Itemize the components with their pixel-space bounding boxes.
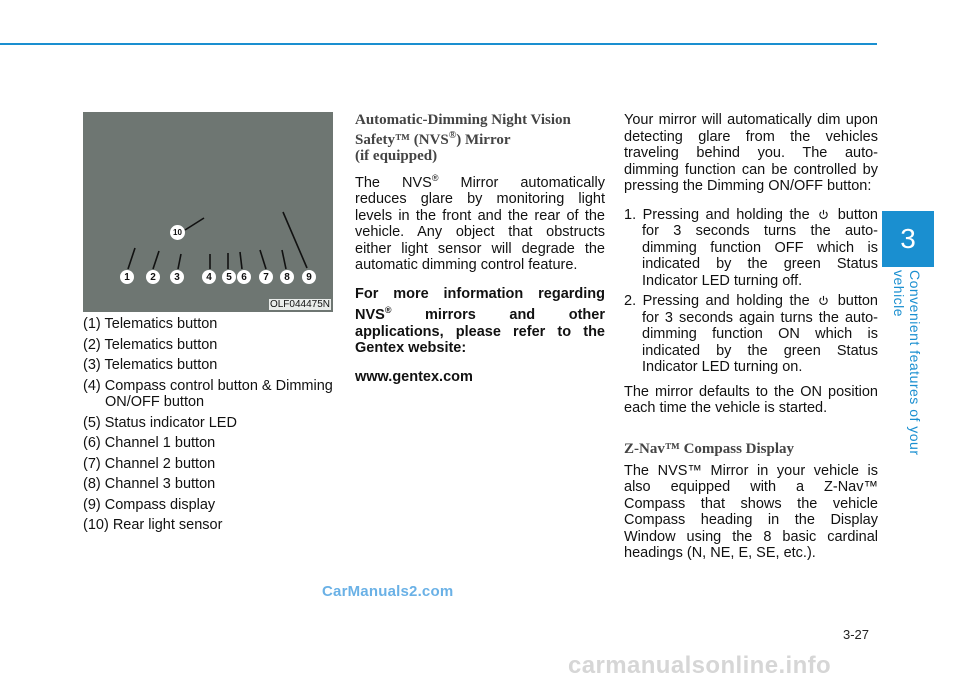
chapter-title-text: Convenient features of your vehicle (891, 270, 923, 456)
power-icon (818, 295, 829, 306)
step-1: 1. Pressing and holding the button for 3 seconds turns the auto-dimming function OFF which is indicated by the green Status Indicator LED turning off. (624, 206, 879, 289)
callout-5: 5 (222, 270, 236, 284)
gentex-url[interactable]: www.gentex.com (355, 368, 473, 385)
watermark-carmanualsonline[interactable]: carmanualsonline.info (568, 652, 832, 679)
callout-6: 6 (237, 270, 251, 284)
callout-10: 10 (170, 225, 185, 240)
figure-code: OLF044475N (269, 299, 330, 310)
legend-item: (8) Channel 3 button (83, 476, 216, 492)
legend-item: (1) Telematics button (83, 316, 218, 332)
info-paragraph: For more information regarding NVS® mirrors and other applications, please refer to the Gentex website: (355, 285, 605, 357)
page-number: 3-27 (843, 627, 870, 642)
legend-item: (5) Status indicator LED (83, 414, 237, 431)
intro-paragraph: Your mirror will automatically dim upon detecting glare from the vehicles traveling behind you. The auto-dimming function can be controlled by pressing the Dimming ON/OFF button: (624, 112, 878, 194)
legend-item: (4) Compass control button & Dimming ON/OFF button (83, 377, 333, 410)
power-icon (818, 209, 829, 220)
callout-7: 7 (259, 270, 273, 284)
callout-8: 8 (280, 270, 294, 284)
callout-3: 3 (170, 270, 184, 284)
legend-item: (3) Telematics button (83, 357, 218, 373)
legend-item: (9) Compass display (83, 496, 216, 513)
auto-dim-section (624, 112, 878, 574)
callout-4: 4 (202, 270, 216, 284)
legend-item: (7) Channel 2 button (83, 455, 216, 472)
callout-9: 9 (302, 270, 316, 284)
top-rule (0, 43, 877, 45)
legend-item: (10) Rear light sensor (83, 517, 223, 533)
figure-legend (83, 316, 333, 538)
step-2: 2. Pressing and holding the button for 3 seconds again turns the auto-dimming function ON which is indicated by the green Status Indicator LED turning on. (624, 293, 879, 375)
defaults-paragraph: The mirror defaults to the ON position each time the vehicle is started. (624, 383, 878, 416)
chapter-tab: 3 (882, 211, 934, 267)
callout-2: 2 (146, 270, 160, 284)
watermark-carmanuals2[interactable]: CarManuals2.com (322, 583, 454, 600)
section-heading: Automatic-Dimming Night Vision Safety™ (NVS®) Mirror (if equipped) (355, 112, 571, 164)
nvs-mirror-section (355, 112, 605, 397)
legend-item: (2) Telematics button (83, 336, 218, 353)
compass-paragraph: The NVS™ Mirror in your vehicle is also equipped with a Z-Nav™ Compass that shows the vehicle Compass heading in the Display Window using the 8 basic cardinal headings (N, NE, E, SE, etc.). (624, 462, 878, 561)
mirror-figure (83, 112, 333, 312)
legend-item: (6) Channel 1 button (83, 435, 216, 451)
chapter-title (880, 268, 934, 498)
callout-1: 1 (120, 270, 134, 284)
description-paragraph: The NVS® Mirror automatically reduces glare by monitoring light levels in the front and the rear of the vehicle. Any object that obstructs either light sensor will degrade the automatic dimming control feature. (355, 173, 605, 274)
compass-heading: Z-Nav™ Compass Display (624, 440, 795, 457)
